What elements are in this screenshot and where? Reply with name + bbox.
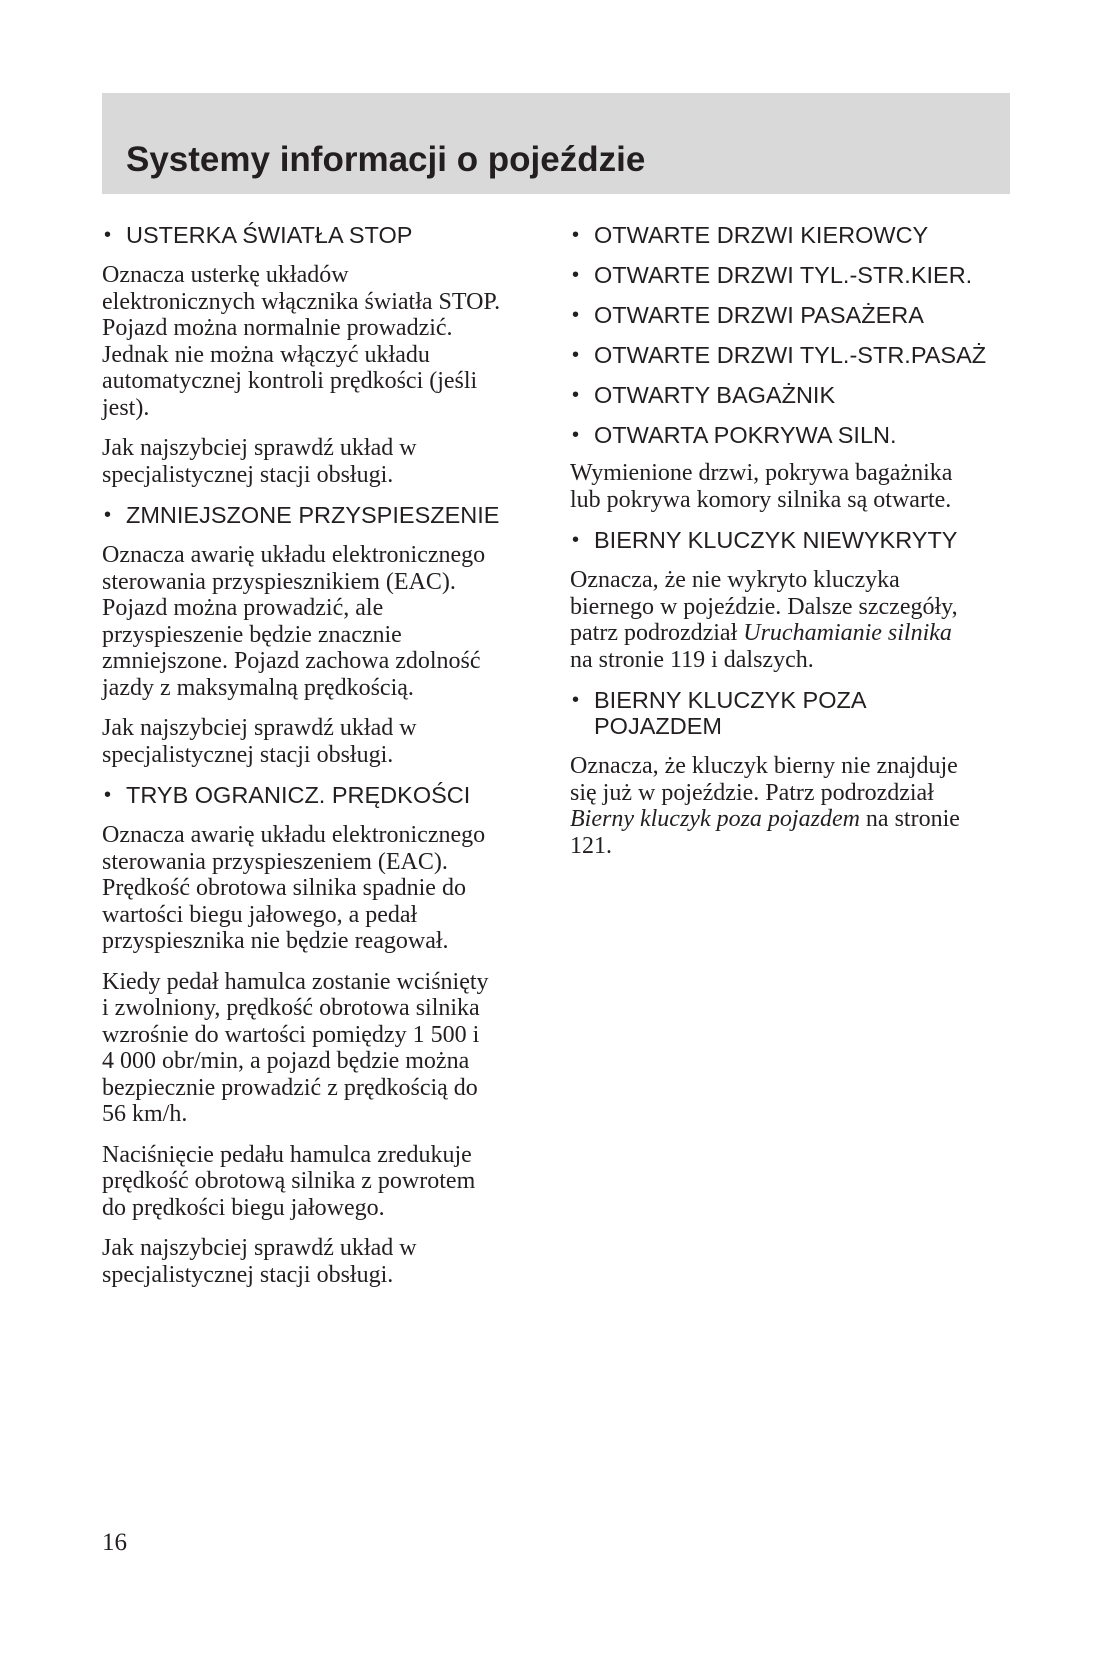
section-heading-key-not-detected: • BIERNY KLUCZYK NIEWYKRYTY — [572, 527, 958, 553]
paragraph: Oznacza awarię układu elektronicznego sterowania przyspiesznikiem (EAC). Pojazd można prowadzić, ale przyspieszenie będzie znacznie zmniejszone. Pojazd zachowa zdolność jazdy z maksymalną prędkością. — [102, 542, 486, 701]
left-column — [102, 222, 542, 1302]
paragraph: Wymienione drzwi, pokrywa bagażnika lub pokrywa komory silnika są otwarte. — [570, 460, 953, 513]
section-heading-stop-light: • USTERKA ŚWIATŁA STOP — [104, 222, 413, 248]
paragraph: Oznacza usterkę układów elektronicznych włącznika światła STOP. Pojazd można normalnie prowadzić. Jednak nie można włączyć układu automatycznej kontroli prędkości (jeśli jest). — [102, 262, 501, 421]
paragraph: Kiedy pedał hamulca zostanie wciśnięty i zwolniony, prędkość obrotowa silnika wzrośnie do wartości pomiędzy 1 500 i 4 000 obr/min, a pojazd będzie można bezpiecznie prowadzić z prędkością do 56 km/h. — [102, 968, 489, 1127]
bullet-icon: • — [572, 304, 580, 326]
section-heading-limited-speed-mode: • TRYB OGRANICZ. PRĘDKOŚCI — [104, 782, 471, 808]
section-heading-key-outside-vehicle: • BIERNY KLUCZYK POZA POJAZDEM — [572, 687, 867, 739]
bullet-icon: • — [572, 344, 580, 366]
right-column — [570, 222, 1010, 873]
section-heading-reduced-acceleration: • ZMNIEJSZONE PRZYSPIESZENIE — [104, 502, 500, 528]
paragraph: Naciśnięcie pedału hamulca zredukuje prędkość obrotową silnika z powrotem do prędkości biegu jałowego. — [102, 1141, 476, 1221]
paragraph: Oznacza, że kluczyk bierny nie znajduje się już w pojeździe. Patrz podrozdział Bierny kluczyk poza pojazdem na stronie 121. — [570, 753, 960, 859]
bullet-icon: • — [572, 424, 580, 446]
paragraph: Jak najszybciej sprawdź układ w specjalistycznej stacji obsługi. — [102, 1235, 417, 1288]
cross-reference: Bierny kluczyk poza pojazdem — [570, 806, 860, 832]
bullet-icon: • — [104, 224, 112, 246]
list-item-door-driver: • OTWARTE DRZWI KIEROWCY — [572, 222, 929, 248]
bullet-icon: • — [104, 784, 112, 806]
bullet-icon: • — [572, 529, 580, 551]
paragraph: Jak najszybciej sprawdź układ w specjalistycznej stacji obsługi. — [102, 715, 417, 768]
paragraph: Jak najszybciej sprawdź układ w specjalistycznej stacji obsługi. — [102, 435, 417, 488]
list-item-door-rear-driver: • OTWARTE DRZWI TYL.-STR.KIER. — [572, 262, 973, 288]
bullet-icon: • — [572, 264, 580, 286]
list-item-hood: • OTWARTA POKRYWA SILN. — [572, 422, 897, 448]
bullet-icon: • — [572, 689, 580, 711]
bullet-icon: • — [572, 384, 580, 406]
bullet-icon: • — [104, 504, 112, 526]
list-item-door-rear-passenger: • OTWARTE DRZWI TYL.-STR.PASAŻ — [572, 342, 987, 368]
page-title: Systemy informacji o pojeździe — [126, 140, 646, 179]
bullet-icon: • — [572, 224, 580, 246]
cross-reference: Uruchamianie silnika — [743, 620, 952, 646]
list-item-door-passenger: • OTWARTE DRZWI PASAŻERA — [572, 302, 924, 328]
page-number: 16 — [102, 1529, 127, 1556]
list-item-trunk: • OTWARTY BAGAŻNIK — [572, 382, 836, 408]
paragraph: Oznacza, że nie wykryto kluczyka biernego w pojeździe. Dalsze szczegóły, patrz podrozdział Uruchamianie silnika na stronie 119 i dalszych. — [570, 567, 958, 673]
paragraph: Oznacza awarię układu elektronicznego sterowania przyspieszeniem (EAC). Prędkość obrotowa silnika spadnie do wartości biegu jałowego, a pedał przyspiesznika nie będzie reagował. — [102, 822, 486, 954]
